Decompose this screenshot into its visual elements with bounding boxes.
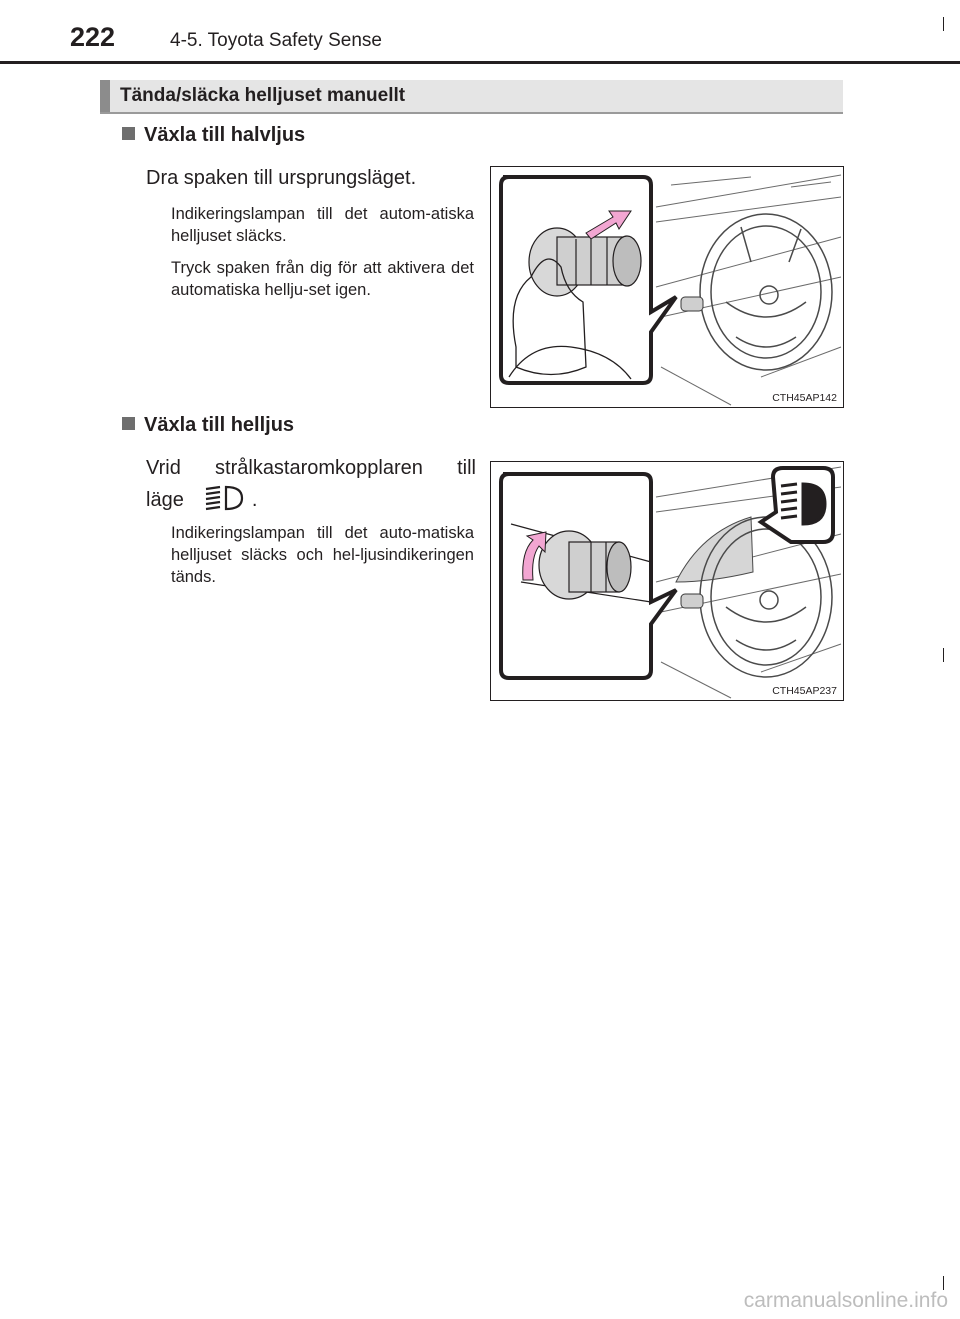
heading-tab	[100, 80, 110, 112]
instruction-text: Vrid strålkastaromkopplaren till	[146, 457, 476, 479]
subheading-high-beam	[122, 414, 294, 437]
page-number: 222	[70, 22, 116, 52]
bullet-square-icon	[122, 417, 135, 430]
header-rule	[0, 61, 960, 64]
instruction-text: Dra spaken till ursprungsläget.	[146, 167, 417, 189]
crop-mark	[943, 17, 944, 31]
note-text: Indikeringslampan till det auto-matiska helljuset släcks och hel-ljusindikeringen tänds.	[171, 524, 474, 586]
crop-mark	[943, 1276, 944, 1290]
note-block	[171, 522, 474, 598]
section-title: 4-5. Toyota Safety Sense	[170, 30, 382, 51]
instruction-suffix: .	[251, 489, 258, 511]
bullet-square-icon	[122, 127, 135, 140]
figure-code: CTH45AP142	[772, 392, 837, 404]
note-text: Tryck spaken från dig för att aktivera det automatiska hellju-set igen.	[171, 259, 474, 299]
instruction-text-line2	[146, 484, 476, 522]
note-block	[171, 203, 474, 311]
figure-headlight-switch	[490, 461, 844, 701]
instruction-prefix: läge	[146, 489, 184, 511]
figure-lever-pull	[490, 166, 844, 408]
section-heading	[100, 80, 843, 112]
footer-watermark: carmanualsonline.info	[743, 1289, 948, 1312]
subheading-label: Växla till halvljus	[144, 124, 306, 146]
heading-label: Tända/släcka helljuset manuellt	[120, 85, 406, 106]
crop-mark	[943, 648, 944, 662]
heading-rule	[100, 112, 843, 114]
illustration-lever-pull	[491, 167, 843, 407]
figure-code: CTH45AP237	[772, 685, 837, 697]
note-text: Indikeringslampan till det autom-atiska helljuset släcks.	[171, 205, 474, 245]
subheading-low-beam	[122, 124, 305, 147]
subheading-label: Växla till helljus	[144, 414, 295, 436]
illustration-headlight-switch	[491, 462, 843, 700]
high-beam-icon	[202, 484, 244, 522]
